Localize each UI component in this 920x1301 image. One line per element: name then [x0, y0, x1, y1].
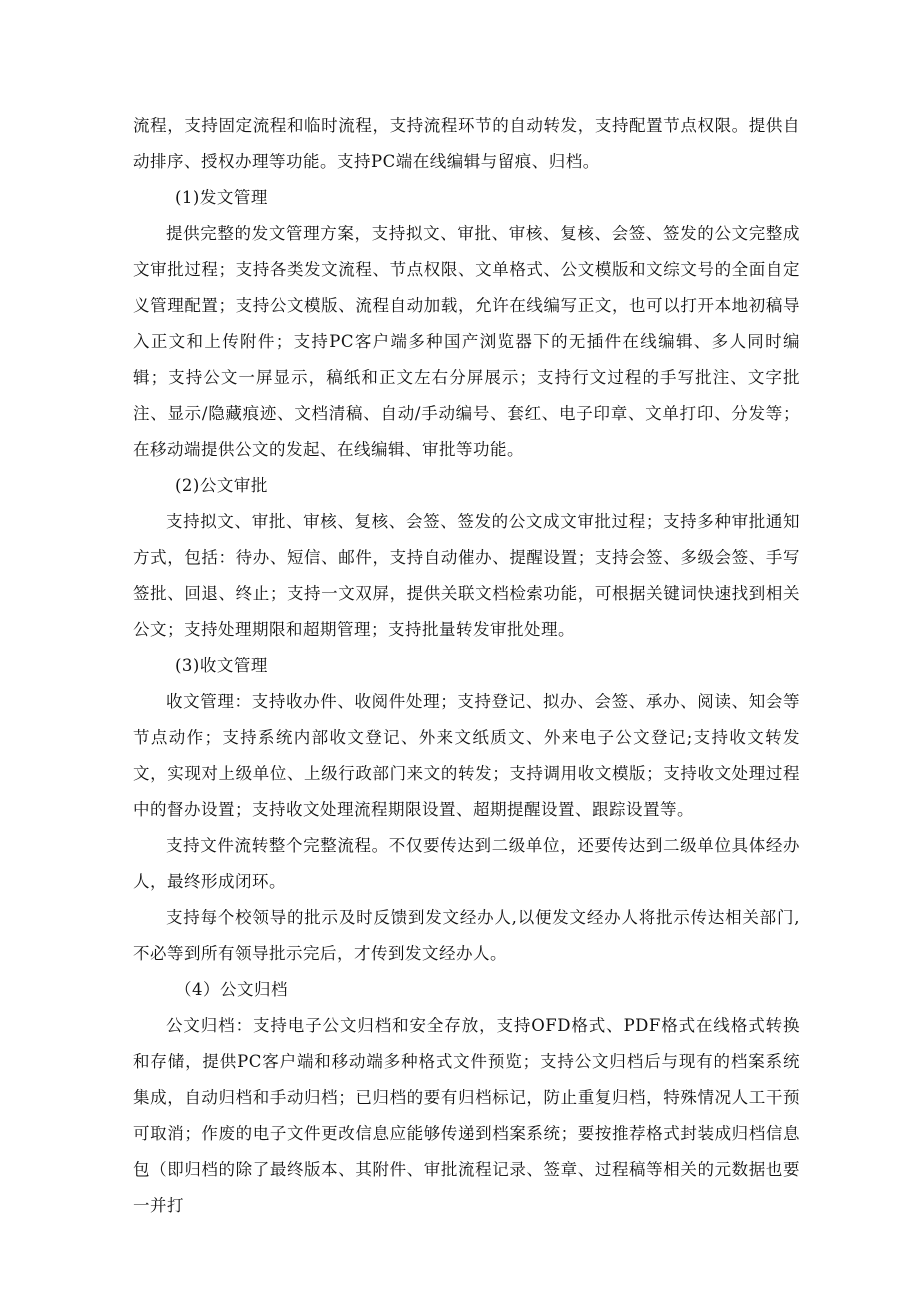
- body-paragraph: 收文管理：支持收办件、收阅件处理；支持登记、拟办、会签、承办、阅读、知会等节点动作；支持系统内部收文登记、外来文纸质文、外来电子公文登记;支持收文转发文，实现对上级单位、上级行政部门来文的转发；支持调用收文模版；支持收文处理过程中的督办设置；支持收文处理流程期限设置、超期提醒设置、跟踪设置等。: [133, 692, 800, 819]
- section-heading-document-approval: (2)公文审批: [175, 476, 268, 495]
- body-paragraph: 支持拟文、审批、审核、复核、会签、签发的公文成文审批过程；支持多种审批通知方式，包括：待办、短信、邮件，支持自动催办、提醒设置；支持会签、多级会签、手写签批、回退、终止；支持一文双屏，提供关联文档检索功能，可根据关键词快速找到相关公文；支持处理期限和超期管理；支持批量转发审批处理。: [133, 512, 800, 639]
- section-heading-outgoing-documents: (1)发文管理: [175, 188, 268, 207]
- body-paragraph: 公文归档：支持电子公文归档和安全存放，支持OFD格式、PDF格式在线格式转换和存储，提供PC客户端和移动端多种格式文件预览；支持公文归档后与现有的档案系统集成，自动归档和手动归档；已归档的要有归档标记，防止重复归档，特殊情况人工干预可取消；作废的电子文件更改信息应能够传递到档案系统；要按推荐格式封装成归档信息包（即归档的除了最终版本、其附件、审批流程记录、签章、过程稿等相关的元数据也要一并打: [133, 1016, 800, 1215]
- body-paragraph: 支持文件流转整个完整流程。不仅要传达到二级单位，还要传达到二级单位具体经办人，最终形成闭环。: [133, 836, 800, 891]
- body-paragraph: 支持每个校领导的批示及时反馈到发文经办人,以便发文经办人将批示传达相关部门,不必等到所有领导批示完后，才传到发文经办人。: [133, 908, 800, 963]
- body-paragraph: 提供完整的发文管理方案，支持拟文、审批、审核、复核、会签、签发的公文完整成文审批过程；支持各类发文流程、节点权限、文单格式、公文模版和文综文号的全面自定义管理配置；支持公文模版、流程自动加载，允许在线编写正文，也可以打开本地初稿导入正文和上传附件；支持PC客户端多种国产浏览器下的无插件在线编辑、多人同时编辑；支持公文一屏显示，稿纸和正文左右分屏展示；支持行文过程的手写批注、文字批注、显示/隐藏痕迹、文档清稿、自动/手动编号、套红、电子印章、文单打印、分发等；在移动端提供公文的发起、在线编辑、审批等功能。: [133, 224, 800, 459]
- section-heading-document-archiving: （4）公文归档: [175, 980, 288, 999]
- body-paragraph: 流程，支持固定流程和临时流程，支持流程环节的自动转发，支持配置节点权限。提供自动排序、授权办理等功能。支持PC端在线编辑与留痕、归档。: [133, 116, 800, 171]
- section-heading-incoming-documents: (3)收文管理: [175, 656, 268, 675]
